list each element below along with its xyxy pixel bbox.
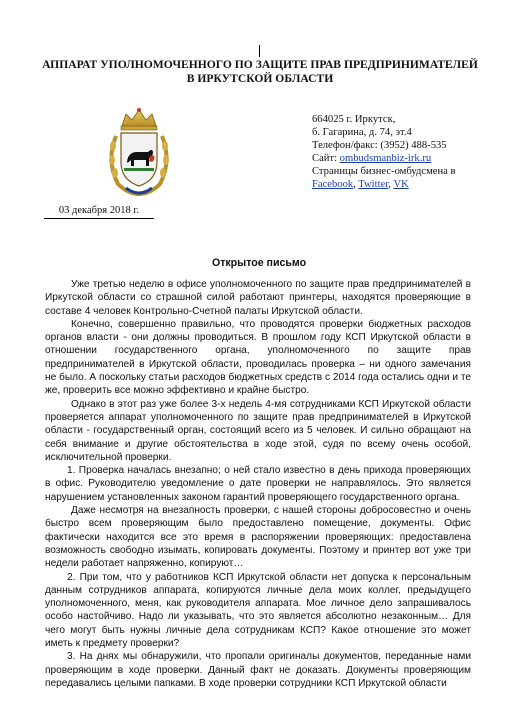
facebook-link[interactable]: Facebook	[312, 178, 354, 190]
phone-fax: Телефон/факс: (3952) 488-535	[312, 139, 447, 151]
letter-paragraph: Даже несмотря на внезапность проверки, с нашей стороны добросовестно и очень быстро всем проверяющим было предоставлено помещение, документы. Офис фактически находится все это время в распоряжении проверяющих: предоставлена возможность свободно изымать, копировать документы. Поэтому и принтер вот уже три недели работает напряженно, копируют…	[45, 505, 471, 570]
letter-paragraph: Конечно, совершенно правильно, что проводятся проверки бюджетных расходов органов власти - они должны проводиться. В прошлом году КСП Иркутской области в отношении государственного органа, уполномоченного по защите прав предпринимателей в Иркутской области, проводилась проверка – ни одного замечания не было. А поскольку статьи расходов бюджетных средств с 2014 года остались одни и те же, проверить все можно эффективно и крайне быстро.	[45, 318, 471, 397]
organization-title-line1: АППАРАТ УПОЛНОМОЧЕННОГО ПО ЗАЩИТЕ ПРАВ ПРЕДПРИНИМАТЕЛЕЙ	[42, 58, 478, 71]
social-separator: ,	[388, 178, 394, 190]
letter-paragraph: 1. Проверка началась внезапно; о ней стало известно в день прихода проверяющих в офис. Руководителю уведомление о дате проверки не направлялось. Это является нарушением установленных законом гарантий проверяющего государственного органа.	[45, 465, 471, 503]
letter-heading: Открытое письмо	[211, 257, 307, 269]
vk-link[interactable]: VK	[393, 178, 409, 190]
postal-address: 664025 г. Иркутск,	[312, 114, 396, 125]
organization-title-line2: В ИРКУТСКОЙ ОБЛАСТИ	[186, 72, 334, 85]
website-label: Сайт:	[312, 152, 340, 164]
social-links-line	[312, 179, 512, 192]
website-link[interactable]: ombudsmanbiz-irk.ru	[339, 152, 432, 164]
contact-block	[312, 114, 512, 191]
twitter-link[interactable]: Twitter	[358, 178, 389, 190]
letter-body	[45, 278, 471, 690]
letter-date: 03 декабря 2018 г.	[44, 204, 154, 219]
letter-paragraph: 2. При том, что у работников КСП Иркутской области нет допуска к персональным данным сотрудников аппарата, копируются личные дела моих коллег, предыдущего уполномоченного, меня, как руководителя аппарата. Мое личное дело запрашивалось особо настойчиво. Надо ли указывать, что это является абсолютно незаконным… Для чего могут быть нужны личные дела сотрудникам КСП? Какое отношение это может иметь к предмету проверки?	[45, 571, 471, 650]
text-cursor	[259, 45, 260, 57]
letter-paragraph: 3. На днях мы обнаружили, что пропали оригиналы документов, переданные нами проверяющим в ходе проверки. Данный факт не доказать. Документы проверяющим передавались целыми папками. В ходе проверки сотрудники КСП Иркутской области	[45, 651, 471, 689]
social-separator: ,	[353, 178, 359, 190]
letter-paragraph: Уже третью неделю в офисе уполномоченного по защите прав предпринимателей в Иркутской области со страшной силой работают принтеры, находятся проверяющие в составе 4 человек Контрольно-Счетной палаты Иркутской области.	[45, 279, 471, 317]
website-line	[312, 153, 512, 166]
letter-paragraph: Однако в этот раз уже более 3-х недель 4-мя сотрудниками КСП Иркутской области проверяется аппарат уполномоченного по защите прав предпринимателей в Иркутской области - государственный орган, состоящий всего из 5 человек. И сильно обращают на себя внимание и другие обстоятельства в ходе этой, судя по всему очень особой, исключительной проверки.	[45, 398, 471, 463]
social-label: Страницы бизнес-омбудсмена в	[312, 165, 456, 177]
street-address: б. Гагарина, д. 74, эт.4	[312, 126, 412, 138]
organization-title	[40, 58, 480, 86]
irkutsk-coat-of-arms-icon	[104, 106, 174, 198]
